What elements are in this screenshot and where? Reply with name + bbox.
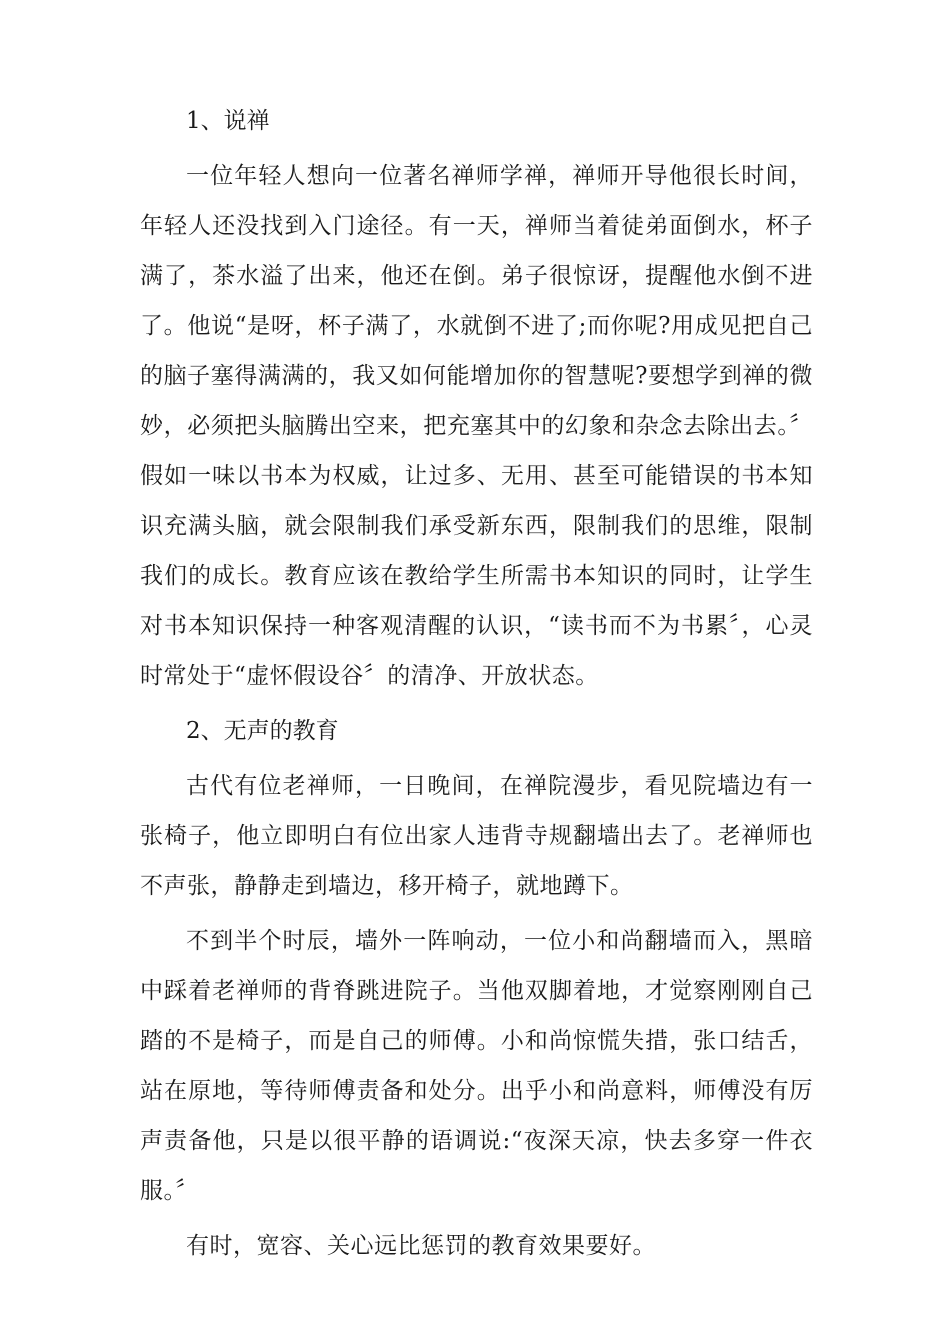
section-2-heading: 2、无声的教育 [186,718,339,744]
section-1-paragraph: 一位年轻人想向一位著名禅师学禅，禅师开导他很长时间，年轻人还没找到入门途径。有一天，禅师当着徒弟面倒水，杯子满了，茶水溢了出来，他还在倒。弟子很惊讶，提醒他水倒不进了。他说“是呀，杯子满了，水就倒不进了;而你呢?用成见把自己的脑子塞得满满的，我又如何能增加你的智慧呢?要想学到禅的微妙，必须把头脑腾出空来，把充塞其中的幻象和杂念去除出去。〞假如一味以书本为权威，让过多、无用、甚至可能错误的书本知识充满头脑，就会限制我们承受新东西，限制我们的思维，限制我们的成长。教育应该在教给学生所需书本知识的同时，让学生对书本知识保持一种客观清醒的认识，“读书而不为书累〞，心灵时常处于“虚怀假设谷〞的清净、开放状态。 [140,163,813,689]
section-1-heading: 1、说禅 [186,108,270,134]
section-2-paragraph-1: 古代有位老禅师，一日晚间，在禅院漫步，看见院墙边有一张椅子，他立即明白有位出家人违背寺规翻墙出去了。老禅师也不声张，静静走到墙边，移开椅子，就地蹲下。 [140,773,813,899]
section-2-paragraph-2: 不到半个时辰，墙外一阵响动，一位小和尚翻墙而入，黑暗中踩着老禅师的背脊跳进院子。当他双脚着地，才觉察刚刚自己踏的不是椅子，而是自己的师傅。小和尚惊慌失措，张口结舌，站在原地，等待师傅责备和处分。出乎小和尚意料，师傅没有厉声责备他，只是以很平静的语调说:“夜深天凉，快去多穿一件衣服。〞 [140,928,813,1204]
section-2-paragraph-3: 有时，宽容、关心远比惩罚的教育效果要好。 [186,1233,656,1259]
document-page [140,96,813,1271]
